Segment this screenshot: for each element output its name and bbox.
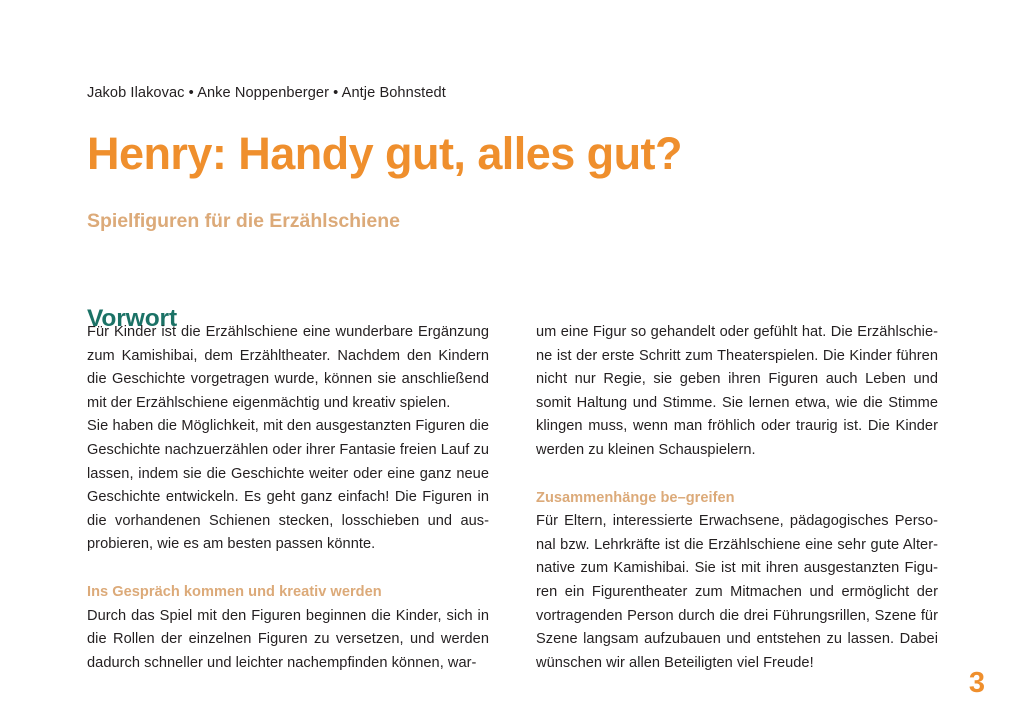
author-byline: Jakob Ilakovac • Anke Noppenberger • Antje Bohnstedt [87,85,446,101]
left-column [87,321,489,675]
section-heading-vorwort: Vorwort [87,304,178,332]
left-paragraph-3: Durch das Spiel mit den Figuren beginnen die Kinder, sich in die Rollen der einzelnen Figuren zu versetzen, und werden dadurch schneller und leichter nachempfinden können, war- [87,607,489,671]
left-paragraph-2: Sie haben die Möglichkeit, mit den ausgestanzten Figuren die Geschichte nachzuerzählen oder ihrer Fantasie freien Lauf zu lassen, indem sie die Geschichte weiter oder eine ganz neue Geschichte entwickeln. Es geht ganz einfach! Die Figuren in die vorhandenen Schienen stecken, losschieben und ausprobieren, wie es am besten passen könnte. [87,418,489,553]
right-column [536,321,938,675]
page-number: 3 [968,667,985,699]
page-subtitle: Spielfiguren für die Erzählschiene [87,210,400,233]
right-sub-heading: Zusammenhänge be–greifen [536,489,735,506]
left-paragraph-1: Für Kinder ist die Erzählschiene eine wunderbare Ergänzung zum Kamishibai, dem Erzähltheater. Nachdem den Kindern die Geschichte vorgetragen wurde, können sie anschließend mit der Erzählschiene eigenmächtig und kreativ spielen. [87,324,489,411]
page-header [87,84,947,249]
right-paragraph-2: Für Eltern, interessierte Erwachsene, pädagogisches Personal bzw. Lehrkräfte ist die Erzählschiene eine sehr gute Alternative zum Kamishibai. Sie ist mit ihren ausgestanzten Figuren ein Figurentheater zum Mitmachen und ermöglicht der vortragenden Person durch die drei Führungsrillen, Szene für Szene langsam aufzubauen und entstehen zu lassen. Dabei wünschen wir allen Beteiligten viel Freude! [536,513,938,671]
body-columns [87,321,938,675]
right-paragraph-1: um eine Figur so gehandelt oder gefühlt hat. Die Erzählschiene ist der erste Schritt zum Theaterspielen. Die Kinder führen nicht nur Regie, sie geben ihren Figuren auch Leben und somit Haltung und Stimme. Sie lernen etwa, wie die Stimme klingen muss, wenn man fröhlich oder traurig ist. Die Kinder werden zu kleinen Schauspielern. [536,324,938,458]
page-title: Henry: Handy gut, alles gut? [87,128,682,179]
left-sub-heading: Ins Gespräch kommen und kreativ werden [87,583,382,600]
